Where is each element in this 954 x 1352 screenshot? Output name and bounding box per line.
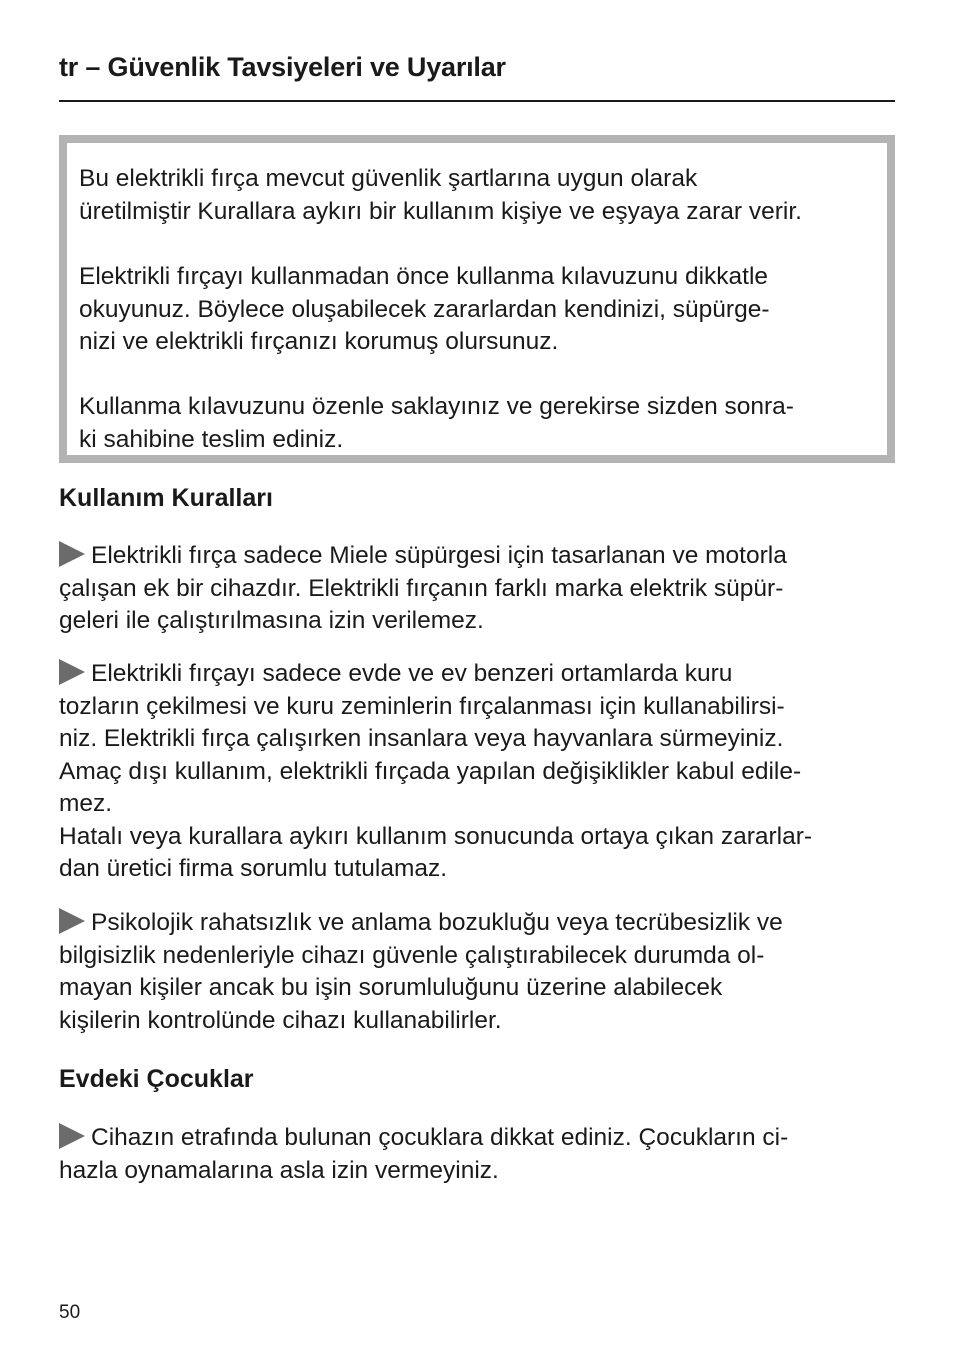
- triangle-bullet-icon: [59, 659, 85, 685]
- triangle-bullet-icon: [59, 1123, 85, 1149]
- list-item: [59, 540, 895, 638]
- header-divider: [59, 100, 895, 102]
- list-item: [59, 1122, 895, 1187]
- list-item: [59, 907, 895, 1037]
- list-item-text: Psikolojik rahatsızlık ve anlama bozukluğu veya tecrübesizlik ve bilgisizlik nedenleriyle cihazı güvenle çalıştırabilecek durumda ol- mayan kişiler ancak bu işin sorumluluğunu üzerine alabilecek kişilerin kontrolünde cihazı kullanabilirler.: [59, 909, 783, 1034]
- list-item-text: Cihazın etrafında bulunan çocuklara dikkat ediniz. Çocukların ci- hazla oynamalarına asla izin vermeyiniz.: [59, 1124, 789, 1184]
- safety-notice-paragraph: Elektrikli fırçayı kullanmadan önce kullanma kılavuzunu dikkatle okuyunuz. Böylece oluşabilecek zararlardan kendinizi, süpürge- nizi ve elektrikli fırçanızı korumuş olursunuz.: [79, 263, 770, 355]
- safety-notice-paragraph: Bu elektrikli fırça mevcut güvenlik şartlarına uygun olarak üretilmiştir Kurallara aykırı bir kullanım kişiye ve eşyaya zarar verir.: [79, 165, 802, 225]
- list-item-text: Elektrikli fırça sadece Miele süpürgesi için tasarlanan ve motorla çalışan ek bir cihazdır. Elektrikli fırçanın farklı marka elektrik süpür- geleri ile çalıştırılmasına izin verilemez.: [59, 542, 787, 634]
- page-title: tr – Güvenlik Tavsiyeleri ve Uyarılar: [59, 52, 506, 82]
- list-item: [59, 658, 895, 886]
- safety-notice-paragraph: Kullanma kılavuzunu özenle saklayınız ve gerekirse sizden sonra- ki sahibine teslim ediniz.: [79, 393, 794, 453]
- triangle-bullet-icon: [59, 541, 85, 567]
- triangle-bullet-icon: [59, 908, 85, 934]
- list-item-text: Elektrikli fırçayı sadece evde ve ev benzeri ortamlarda kuru tozların çekilmesi ve kuru zeminlerin fırçalanması için kullanabilirsi- niz. Elektrikli fırça çalışırken insanlara veya hayvanlara sürmeyiniz. Amaç dışı kullanım, elektrikli fırçada yapılan değişiklikler kabul edile- mez. Hatalı veya kurallara aykırı kullanım sonucunda ortaya çıkan zararlar- dan üretici firma sorumlu tutulamaz.: [59, 660, 813, 882]
- safety-notice-box: [59, 135, 895, 463]
- section-title-evdeki-cocuklar: Evdeki Çocuklar: [59, 1065, 254, 1093]
- page-number: 50: [59, 1302, 81, 1323]
- section-title-kullanim-kurallari: Kullanım Kuralları: [59, 484, 273, 512]
